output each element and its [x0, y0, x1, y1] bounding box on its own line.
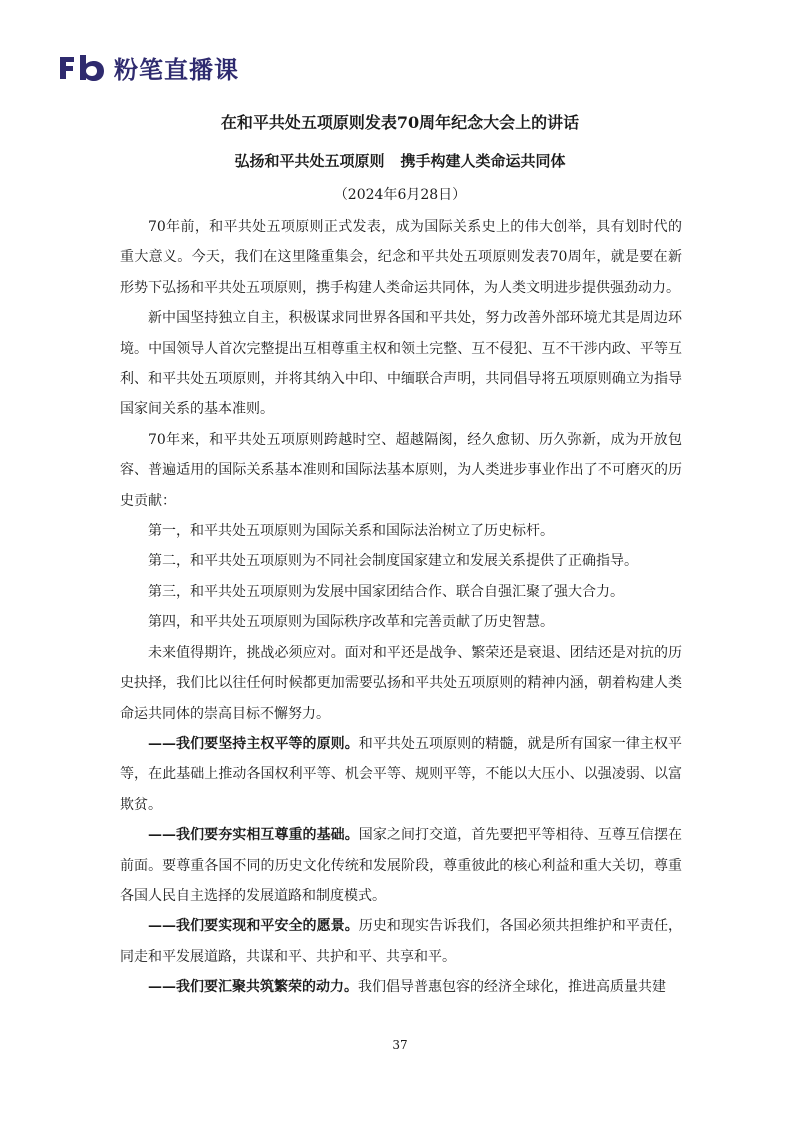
paragraph-text: 70年来，和平共处五项原则跨越时空、超越隔阂，经久愈韧、历久弥新，成为开放包容、普遍适用的国际关系基本准则和国际法基本原则，为人类进步事业作出了不可磨灭的历史贡献：	[120, 431, 682, 509]
brand-logo	[58, 52, 239, 82]
paragraph	[120, 212, 682, 303]
document-body	[120, 212, 682, 1003]
brand-name: 粉笔直播课	[114, 55, 239, 84]
paragraph	[120, 577, 682, 607]
paragraph-text: 新中国坚持独立自主，积极谋求同世界各国和平共处，努力改善外部环境尤其是周边环境。中国领导人首次完整提出互相尊重主权和领土完整、互不侵犯、互不干涉内政、平等互利、和平共处五项原则，并将其纳入中印、中缅联合声明，共同倡导将五项原则确立为指导国家间关系的基本准则。	[120, 310, 682, 418]
page-number: 37	[392, 1038, 408, 1052]
paragraph-lead: ——我们要夯实相互尊重的基础。	[148, 827, 359, 844]
paragraph-text: 第三，和平共处五项原则为发展中国家团结合作、联合自强汇聚了强大合力。	[148, 583, 624, 600]
paragraph-lead: ——我们要汇聚共筑繁荣的动力。	[148, 979, 358, 996]
paragraph-lead: ——我们要坚持主权平等的原则。	[148, 735, 359, 752]
paragraph-text: 国家之间打交道，首先要把平等相待、互尊互信摆在前面。要尊重各国不同的历史文化传统和发展阶段，尊重彼此的核心利益和重大关切，尊重各国人民自主选择的发展道路和制度模式。	[120, 827, 683, 904]
document-title: 在和平共处五项原则发表70周年纪念大会上的讲话	[220, 113, 580, 132]
paragraph	[120, 972, 682, 1002]
paragraph-text: 我们倡导普惠包容的经济全球化，推进高质量共建	[358, 979, 666, 996]
paragraph	[120, 729, 682, 820]
paragraph-text: 第四，和平共处五项原则为国际秩序改革和完善贡献了历史智慧。	[148, 614, 554, 631]
paragraph-text: 70年前，和平共处五项原则正式发表，成为国际关系史上的伟大创举，具有划时代的重大意义。今天，我们在这里隆重集会，纪念和平共处五项原则发表70周年，就是要在新形势下弘扬和平共处五项原则，携手构建人类命运共同体，为人类文明进步提供强劲动力。	[120, 219, 682, 296]
paragraph	[120, 911, 682, 972]
paragraph	[120, 303, 682, 425]
paragraph-text: 未来值得期许，挑战必须应对。面对和平还是战争、繁荣还是衰退、团结还是对抗的历史抉择，我们比以往任何时候都更加需要弘扬和平共处五项原则的精神内涵，朝着构建人类命运共同体的崇高目标不懈努力。	[120, 644, 682, 722]
subtitle-part-2: 携手构建人类命运共同体	[400, 152, 566, 170]
paragraph	[120, 607, 682, 637]
paragraph-text: 第一，和平共处五项原则为国际关系和国际法治树立了历史标杆。	[148, 523, 554, 540]
paragraph-lead: ——我们要实现和平安全的愿景。	[148, 918, 359, 935]
subtitle-part-1: 弘扬和平共处五项原则	[234, 152, 385, 170]
document-date: （2024年6月28日）	[333, 187, 467, 203]
paragraph	[120, 820, 682, 911]
paragraph	[120, 546, 682, 576]
paragraph	[120, 425, 682, 516]
paragraph-text: 历史和现实告诉我们，各国必须共担维护和平责任，同走和平发展道路，共谋和平、共护和平、共享和平。	[120, 918, 683, 965]
paragraph-text: 第二，和平共处五项原则为不同社会制度国家建立和发展关系提供了正确指导。	[148, 553, 638, 570]
paragraph	[120, 638, 682, 729]
paragraph-text: 和平共处五项原则的精髓，就是所有国家一律主权平等，在此基础上推动各国权利平等、机会平等、规则平等，不能以大压小、以强凌弱、以富欺贫。	[120, 735, 683, 813]
document-subtitle	[0, 150, 800, 172]
fenbi-logo-icon	[58, 53, 106, 81]
paragraph	[120, 516, 682, 546]
